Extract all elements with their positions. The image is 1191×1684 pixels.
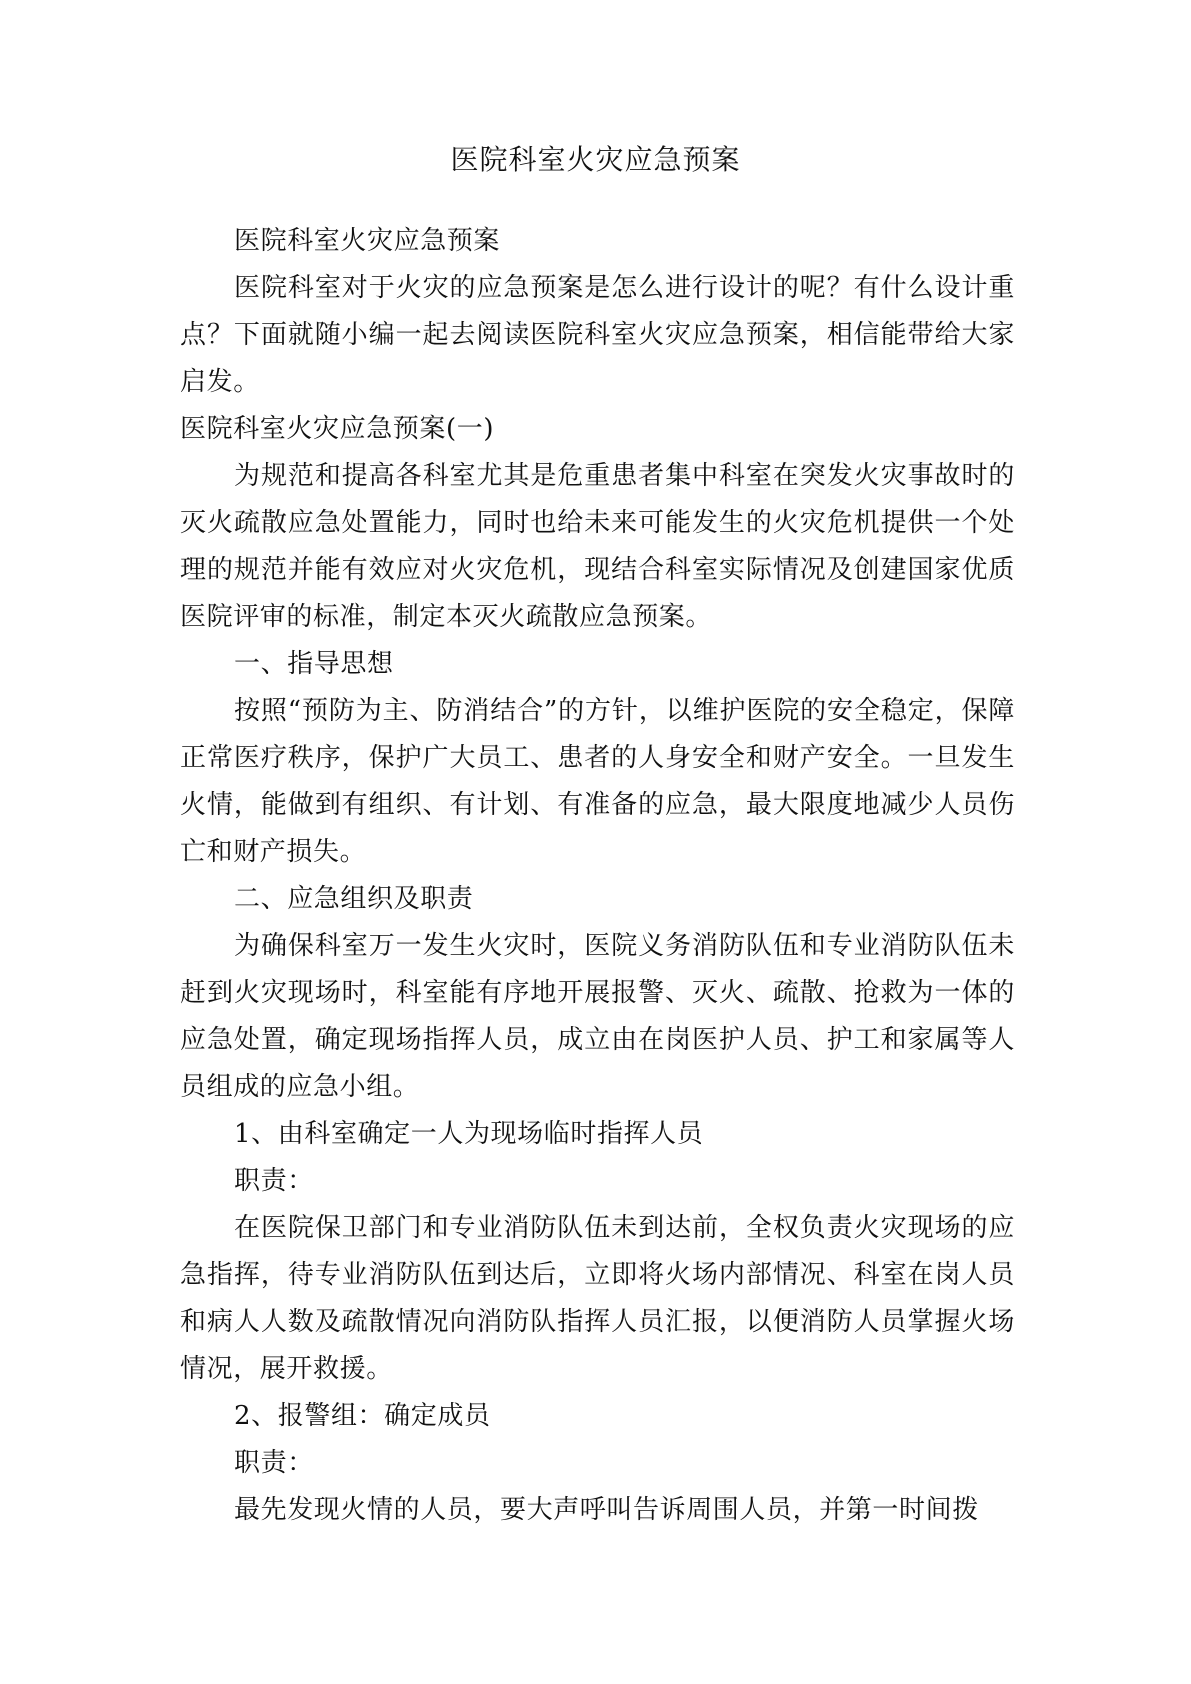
section-heading: 一、指导思想: [234, 649, 394, 679]
list-item: 2、报警组：确定成员: [234, 1401, 491, 1431]
paragraph: 在医院保卫部门和专业消防队伍未到达前，全权负责火灾现场的应急指挥，待专业消防队伍到达后，立即将火场内部情况、科室在岗人员和病人人数及疏散情况向消防队指挥人员汇报，以便消防人员掌握火场情况，展开救援。: [180, 1213, 1015, 1384]
document-title: 医院科室火灾应急预案: [450, 143, 741, 176]
paragraph: 医院科室火灾应急预案: [234, 226, 501, 256]
paragraph: 为确保科室万一发生火灾时，医院义务消防队伍和专业消防队伍未赶到火灾现场时，科室能有序地开展报警、灭火、疏散、抢救为一体的应急处置，确定现场指挥人员，成立由在岗医护人员、护工和家属等人员组成的应急小组。: [180, 931, 1015, 1102]
document-body: [180, 218, 1015, 1534]
section-heading: 医院科室火灾应急预案(一): [180, 414, 495, 444]
list-item: 1、由科室确定一人为现场临时指挥人员: [234, 1119, 704, 1149]
paragraph: 医院科室对于火灾的应急预案是怎么进行设计的呢？有什么设计重点？下面就随小编一起去阅读医院科室火灾应急预案，相信能带给大家启发。: [180, 273, 1015, 397]
label: 职责：: [234, 1448, 314, 1478]
paragraph: 按照“预防为主、防消结合”的方针，以维护医院的安全稳定，保障正常医疗秩序，保护广大员工、患者的人身安全和财产安全。一旦发生火情，能做到有组织、有计划、有准备的应急，最大限度地减少人员伤亡和财产损失。: [180, 696, 1015, 867]
paragraph: 最先发现火情的人员，要大声呼叫告诉周围人员，并第一时间拨: [234, 1495, 979, 1525]
label: 职责：: [234, 1166, 314, 1196]
paragraph: 为规范和提高各科室尤其是危重患者集中科室在突发火灾事故时的灭火疏散应急处置能力，同时也给未来可能发生的火灾危机提供一个处理的规范并能有效应对火灾危机，现结合科室实际情况及创建国家优质医院评审的标准，制定本灭火疏散应急预案。: [180, 461, 1015, 632]
section-heading: 二、应急组织及职责: [234, 884, 474, 914]
